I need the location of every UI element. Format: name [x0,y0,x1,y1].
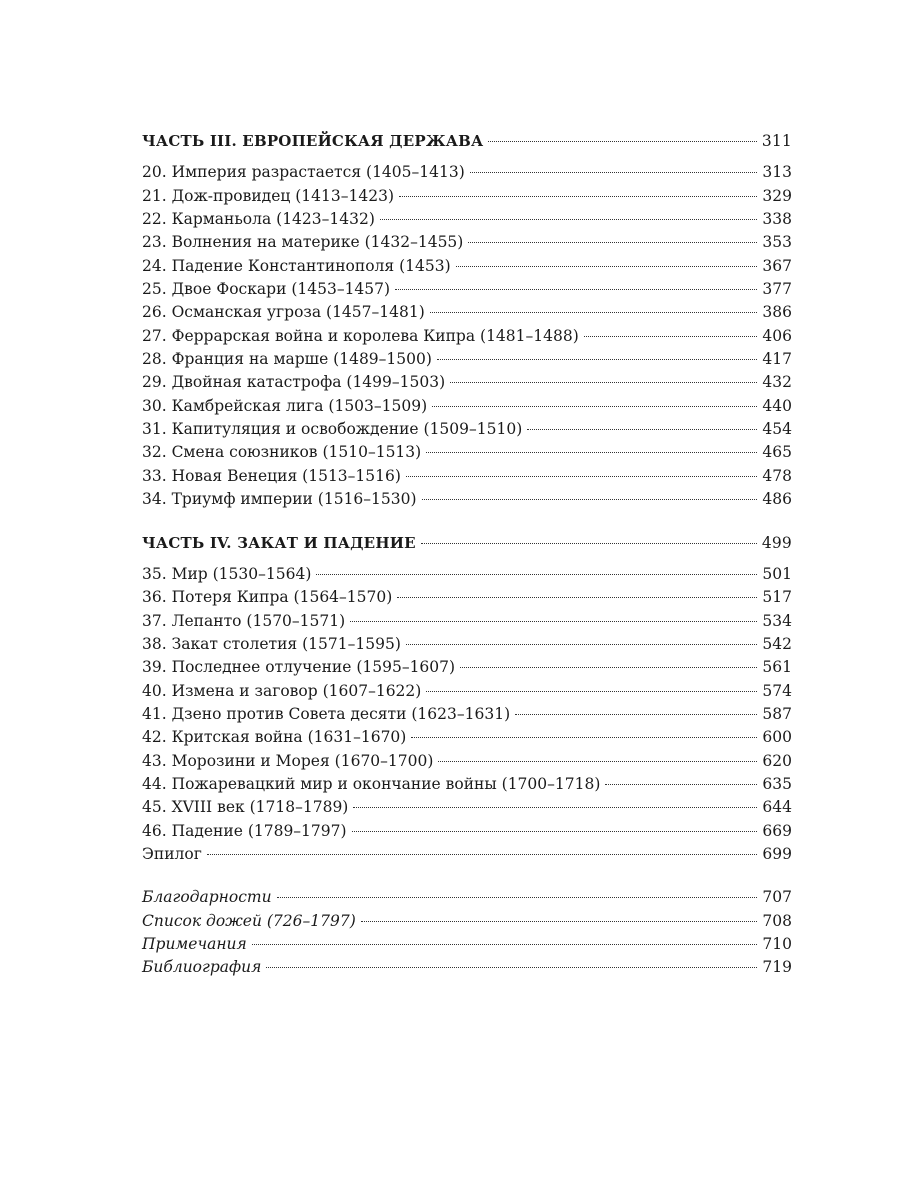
entry-title: 20. Империя разрастается (1405–1413) [142,163,465,182]
page-number: 644 [762,798,792,817]
chapter-entry [142,843,792,866]
chapter-entry [142,395,792,418]
chapter-entry [142,208,792,231]
page-number: 699 [762,844,792,863]
entry-title: 22. Карманьола (1423–1432) [142,210,375,229]
page-number: 377 [762,280,792,299]
back-matter-entry [142,910,792,933]
chapter-entry [142,255,792,278]
dot-leader [361,920,758,922]
back-matter-list [142,886,792,979]
chapter-entry [142,488,792,511]
part-title: ЧАСТЬ IV. ЗАКАТ И ПАДЕНИЕ [142,533,416,552]
page-number: 501 [762,564,792,583]
entry-title: 24. Падение Константинополя (1453) [142,256,451,275]
chapter-entry [142,820,792,843]
page-number: 432 [762,373,792,392]
chapter-entry [142,418,792,441]
entry-title: 25. Двое Фоскари (1453–1457) [142,280,391,299]
back-matter-entry [142,956,792,979]
dot-leader [468,241,757,243]
page-number: 574 [762,681,792,700]
page-number: 635 [762,774,792,793]
dot-leader [380,218,758,220]
part-heading [142,532,792,555]
entry-title: 41. Дзено против Совета десяти (1623–1631) [142,704,511,723]
page-number: 367 [762,256,792,275]
entry-title: 21. Дож-провидец (1413–1423) [142,186,394,205]
dot-leader [266,966,757,968]
entry-title: 42. Критская война (1631–1670) [142,728,407,747]
chapter-entry [142,656,792,679]
chapter-entry [142,441,792,464]
page-number: 517 [762,588,792,607]
part-title: ЧАСТЬ III. ЕВРОПЕЙСКАЯ ДЕРЖАВА [142,132,484,150]
entry-title: Благодарности [142,888,272,907]
page-number: 620 [762,751,792,770]
table-of-contents [142,130,792,980]
entry-title: 31. Капитуляция и освобождение (1509–1510) [142,420,523,439]
dot-leader [406,643,758,645]
dot-leader [430,311,758,313]
chapter-entry [142,278,792,301]
page-number: 478 [762,466,792,485]
dot-leader [426,451,757,453]
entry-title: 44. Пожаревацкий мир и окончание войны (1700–1718) [142,774,601,793]
entry-title: 33. Новая Венеция (1513–1516) [142,466,401,485]
page-number: 465 [762,443,792,462]
chapter-entry [142,633,792,656]
part3-chapter-list [142,161,792,511]
page-number: 417 [762,350,792,369]
page-number: 440 [762,396,792,415]
page-number: 311 [761,132,792,150]
chapter-entry [142,563,792,586]
entry-title: 46. Падение (1789–1797) [142,821,347,840]
entry-title: 23. Волнения на материке (1432–1455) [142,233,464,252]
chapter-entry [142,301,792,324]
entry-title: 45. XVIII век (1718–1789) [142,798,349,817]
page-number: 710 [762,935,792,953]
chapter-entry [142,703,792,726]
dot-leader [397,596,757,598]
chapter-entry [142,325,792,348]
back-matter-entry [142,886,792,909]
dot-leader [411,736,757,738]
dot-leader [353,806,757,808]
dot-leader [450,381,757,383]
dot-leader [399,195,757,197]
page-number: 338 [762,210,792,229]
dot-leader [470,171,758,173]
chapter-entry [142,610,792,633]
dot-leader [252,943,758,945]
entry-title: 26. Османская угроза (1457–1481) [142,303,425,322]
page-number: 499 [761,533,792,552]
dot-leader [527,428,757,430]
part-heading [142,130,792,153]
page-number: 707 [762,888,792,907]
chapter-entry [142,371,792,394]
dot-leader [395,288,757,290]
dot-leader [422,498,758,500]
entry-title: 32. Смена союзников (1510–1513) [142,443,422,462]
entry-title: 39. Последнее отлучение (1595–1607) [142,658,456,677]
dot-leader [421,542,757,544]
chapter-entry [142,750,792,773]
dot-leader [352,830,758,832]
page-number: 486 [762,490,792,509]
page-number: 708 [762,911,792,930]
chapter-entry [142,586,792,609]
dot-leader [437,358,758,360]
dot-leader [350,620,757,622]
dot-leader [426,690,757,692]
page-number: 353 [762,233,792,252]
page-number: 719 [762,958,792,977]
entry-title: 30. Камбрейская лига (1503–1509) [142,396,428,415]
dot-leader [515,713,757,715]
entry-title: Библиография [142,958,262,977]
entry-title: 37. Лепанто (1570–1571) [142,611,346,630]
page-number: 454 [762,420,792,439]
chapter-entry [142,796,792,819]
page-number: 587 [762,704,792,723]
dot-leader [316,573,757,575]
page-number: 600 [762,728,792,747]
entry-title: Примечания [142,935,247,953]
chapter-entry [142,231,792,254]
dot-leader [432,405,757,407]
chapter-entry [142,773,792,796]
page-number: 386 [762,303,792,322]
dot-leader [584,335,758,337]
dot-leader [456,265,758,267]
part4-chapter-list [142,563,792,866]
entry-title: 28. Франция на марше (1489–1500) [142,350,432,369]
chapter-entry [142,726,792,749]
entry-title: 34. Триумф империи (1516–1530) [142,490,417,509]
entry-title: 36. Потеря Кипра (1564–1570) [142,588,393,607]
entry-title: 40. Измена и заговор (1607–1622) [142,681,422,700]
entry-title: 35. Мир (1530–1564) [142,564,312,583]
page-number: 669 [762,821,792,840]
dot-leader [605,783,757,785]
dot-leader [438,760,757,762]
page-number: 313 [762,163,792,182]
chapter-entry [142,185,792,208]
page-number: 406 [762,326,792,345]
entry-title: 29. Двойная катастрофа (1499–1503) [142,373,446,392]
chapter-entry [142,161,792,184]
back-matter-entry [142,933,792,956]
page-number: 561 [762,658,792,677]
entry-title: 27. Феррарская война и королева Кипра (1481–1488) [142,326,579,345]
entry-title: Список дожей (726–1797) [142,911,356,930]
page-number: 542 [762,634,792,653]
dot-leader [460,666,757,668]
dot-leader [488,140,756,142]
chapter-entry [142,348,792,371]
page-number: 329 [762,186,792,205]
dot-leader [207,853,758,855]
chapter-entry [142,680,792,703]
entry-title: 38. Закат столетия (1571–1595) [142,634,401,653]
entry-title: Эпилог [142,844,202,863]
dot-leader [406,475,758,477]
entry-title: 43. Морозини и Морея (1670–1700) [142,751,434,770]
chapter-entry [142,465,792,488]
page-number: 534 [762,611,792,630]
dot-leader [277,896,758,898]
